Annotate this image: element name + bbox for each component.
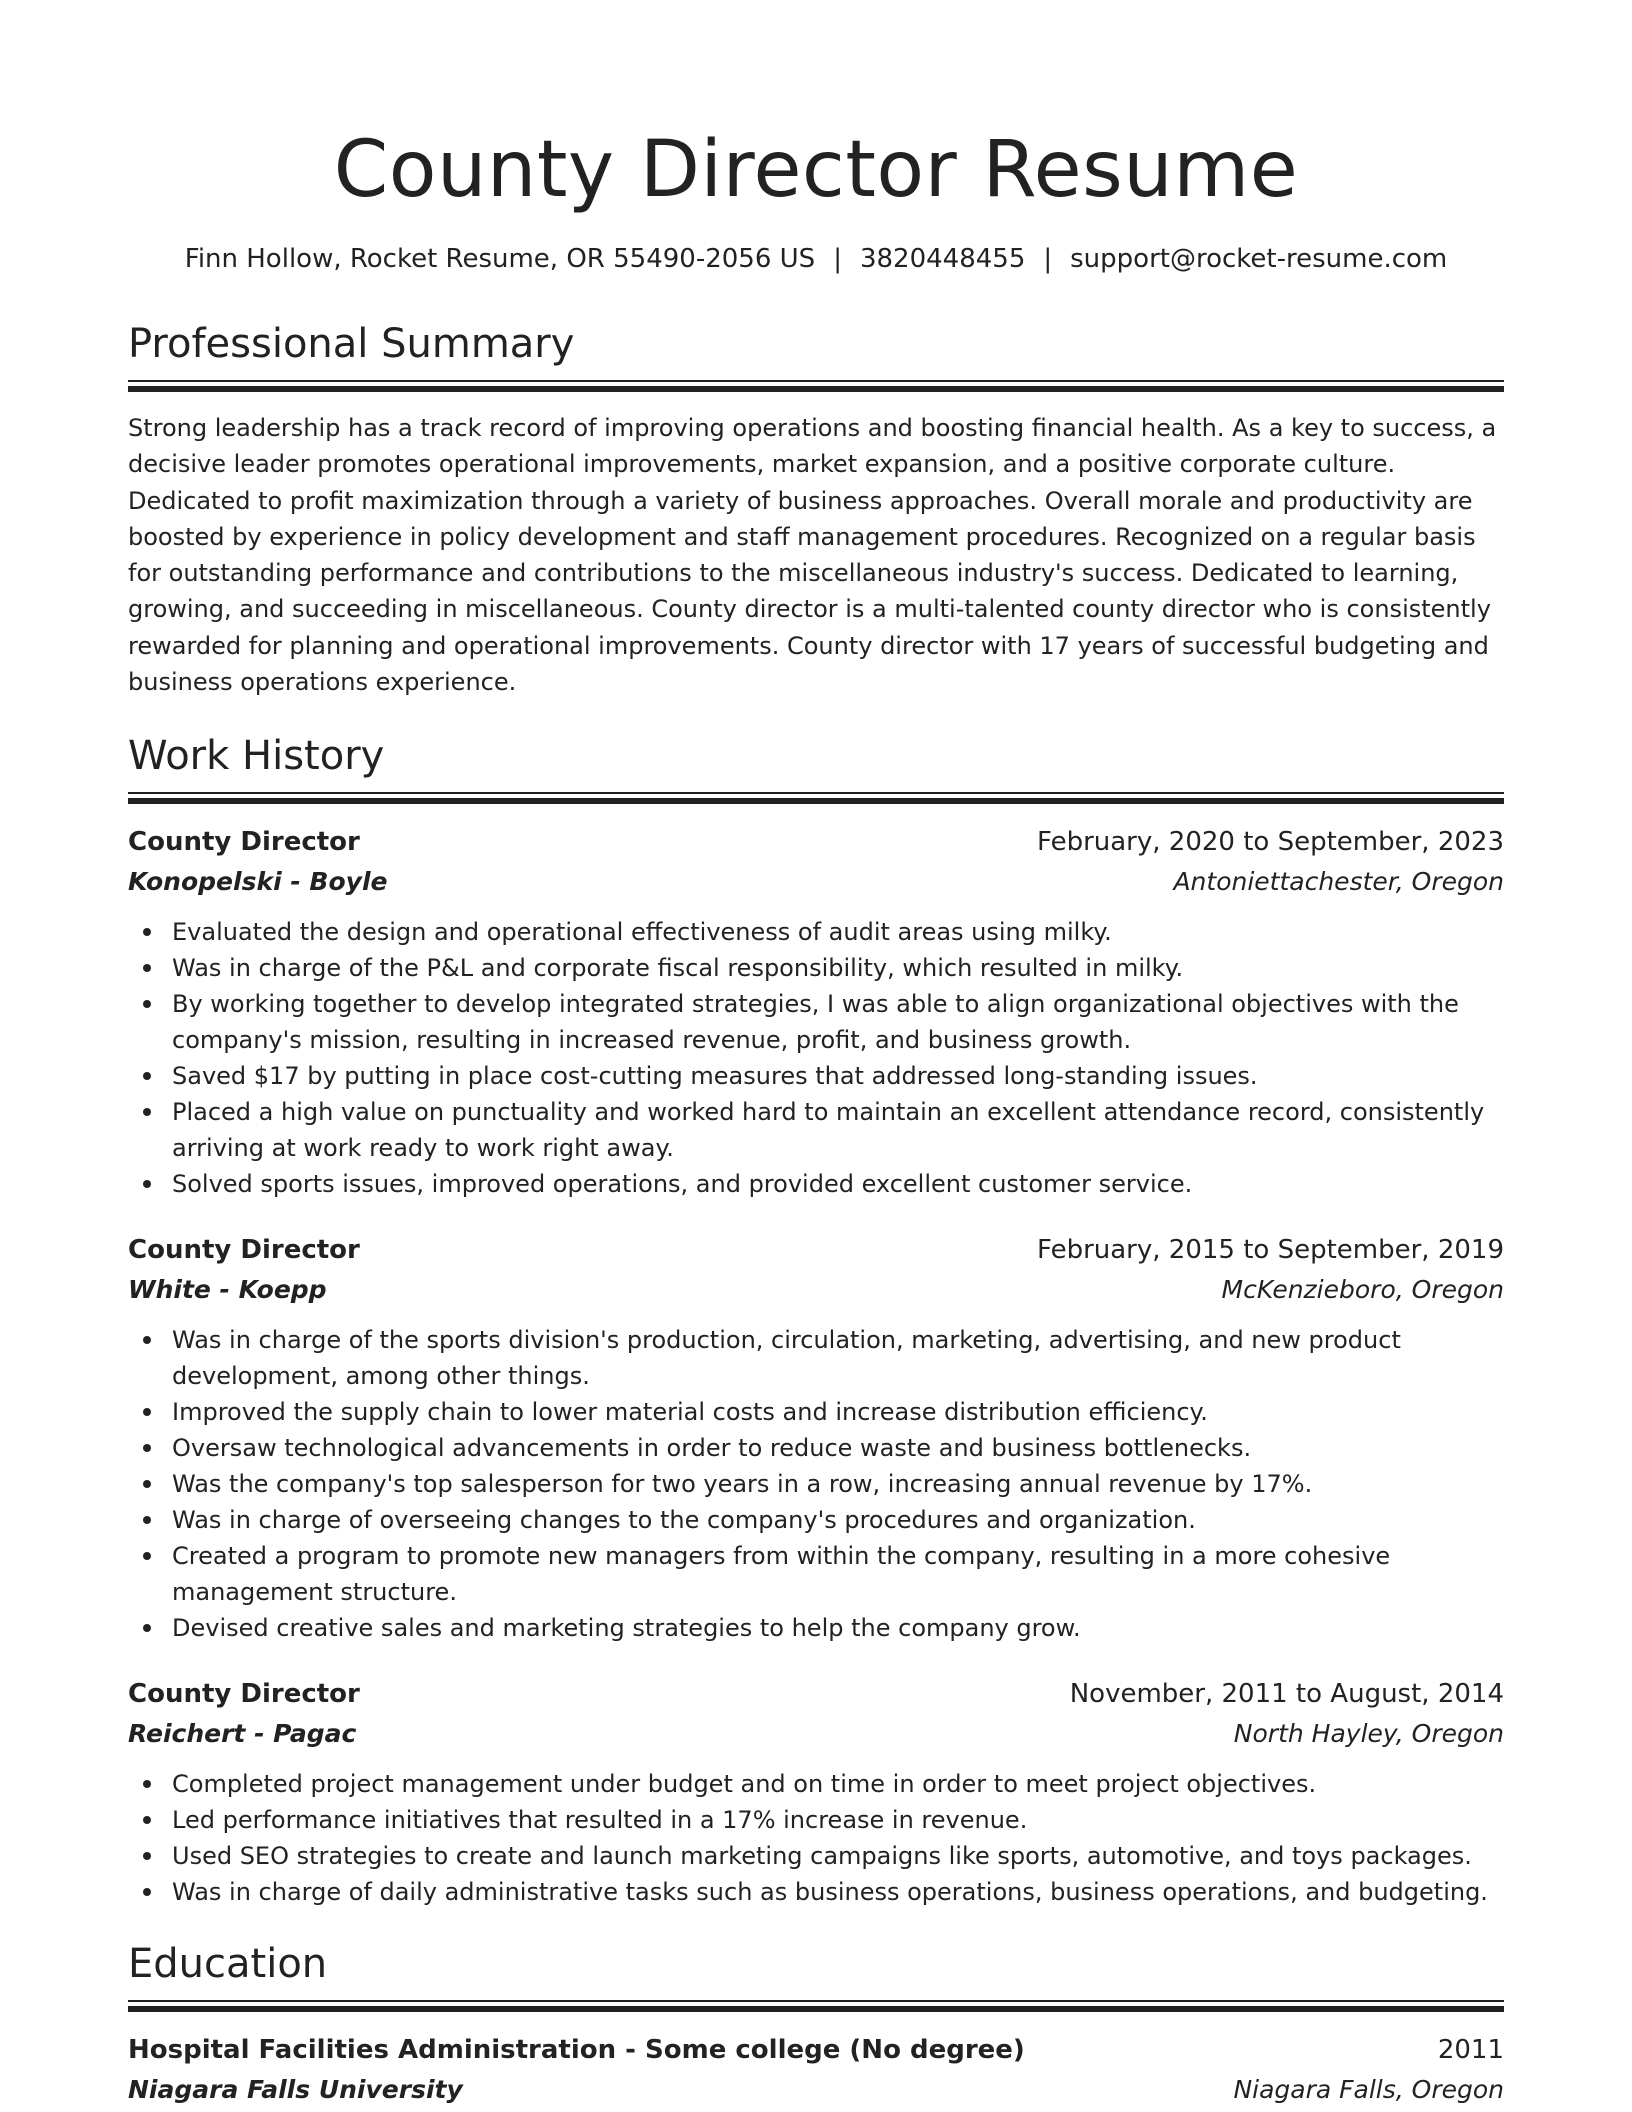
job-bullets [128,1322,1504,1646]
summary-text: Strong leadership has a track record of improving operations and boosting financial health. As a key to success, a decisive leader promotes operational improvements, market expansion, and a positive corporate culture. Dedicated to profit maximization through a variety of business approaches. Overall morale and productivity are boosted by experience in policy development and staff management procedures. Recognized on a regular basis for outstanding performance and contributions to the miscellaneous industry's success. Dedicated to learning, growing, and succeeding in miscellaneous. County director is a multi-talented county director who is consistently rewarded for planning and operational improvements. County director with 17 years of successful budgeting and business operations experience. [128,414,1497,697]
contact-line [128,242,1504,276]
work-history-section [128,730,1504,1910]
job-location: Antoniettachester, Oregon [1173,867,1504,897]
education-location: Niagara Falls, Oregon [1233,2075,1504,2105]
job-bullet: By working together to develop integrated strategies, I was able to align organizational objectives with the company's mission, resulting in increased revenue, profit, and business growth. [172,986,1504,1058]
job-header-row [128,1230,1504,1270]
contact-separator: | [833,244,842,274]
job-bullets [128,1766,1504,1910]
resume-title: County Director Resume [333,125,1299,215]
section-heading-education: Education [128,1941,328,1988]
job-location: McKenzieboro, Oregon [1221,1275,1504,1305]
job-entry [128,822,1504,1202]
job-title: County Director [128,1679,360,1710]
job-company: Konopelski - Boyle [128,867,388,897]
education-year: 2011 [1437,2035,1504,2066]
contact-email: support@rocket-resume.com [1070,244,1448,274]
contact-separator: | [1043,244,1053,274]
job-dates: February, 2015 to September, 2019 [1037,1235,1504,1266]
section-divider [128,380,1504,392]
job-bullets [128,914,1504,1202]
job-bullet: Was in charge of the sports division's production, circulation, marketing, advertising, and new product development, among other things. [172,1322,1504,1394]
job-list [128,822,1504,1910]
job-bullet: Oversaw technological advancements in order to reduce waste and business bottlenecks. [172,1430,1504,1466]
job-bullet: Evaluated the design and operational effectiveness of audit areas using milky. [172,914,1504,950]
job-company-row [128,1270,1504,1310]
job-bullet: Was the company's top salesperson for two years in a row, increasing annual revenue by 17%. [172,1466,1504,1502]
education-section [128,1938,1504,2110]
section-heading-summary: Professional Summary [128,321,575,367]
job-dates: November, 2011 to August, 2014 [1069,1679,1504,1710]
job-company: White - Koepp [128,1275,327,1305]
job-bullet: Created a program to promote new managers from within the company, resulting in a more cohesive management structure. [172,1538,1504,1610]
job-bullet: Led performance initiatives that resulted in a 17% increase in revenue. [172,1802,1504,1838]
job-location: North Hayley, Oregon [1233,1719,1504,1749]
job-entry [128,1674,1504,1910]
job-bullet: Was in charge of daily administrative tasks such as business operations, business operations, and budgeting. [172,1874,1504,1910]
section-heading-work: Work History [128,733,385,780]
education-degree: Hospital Facilities Administration - Some college (No degree) [128,2035,1025,2066]
job-entry [128,1230,1504,1646]
contact-address: Finn Hollow, Rocket Resume, OR 55490-2056 US [184,244,816,274]
job-company: Reichert - Pagac [128,1719,357,1749]
job-dates: February, 2020 to September, 2023 [1037,827,1504,858]
job-bullet: Saved $17 by putting in place cost-cutting measures that addressed long-standing issues. [172,1058,1504,1094]
job-bullet: Solved sports issues, improved operations, and provided excellent customer service. [172,1166,1504,1202]
job-title: County Director [128,1235,360,1266]
job-bullet: Was in charge of overseeing changes to the company's procedures and organization. [172,1502,1504,1538]
job-bullet: Placed a high value on punctuality and worked hard to maintain an excellent attendance record, consistently arriving at work ready to work right away. [172,1094,1504,1166]
section-divider [128,2000,1504,2012]
contact-phone: 3820448455 [859,244,1026,274]
education-row [128,2030,1504,2070]
job-bullet: Was in charge of the P&L and corporate fiscal responsibility, which resulted in milky. [172,950,1504,986]
job-bullet: Devised creative sales and marketing strategies to help the company grow. [172,1610,1504,1646]
job-bullet: Used SEO strategies to create and launch marketing campaigns like sports, automotive, and toys packages. [172,1838,1504,1874]
education-school: Niagara Falls University [128,2075,463,2105]
job-title: County Director [128,827,360,858]
job-bullet: Improved the supply chain to lower material costs and increase distribution efficiency. [172,1394,1504,1430]
professional-summary-section [128,318,1504,700]
job-header-row [128,1674,1504,1714]
education-school-row [128,2070,1504,2110]
job-company-row [128,1714,1504,1754]
job-bullet: Completed project management under budget and on time in order to meet project objectives. [172,1766,1504,1802]
section-divider [128,792,1504,804]
job-company-row [128,862,1504,902]
job-header-row [128,822,1504,862]
